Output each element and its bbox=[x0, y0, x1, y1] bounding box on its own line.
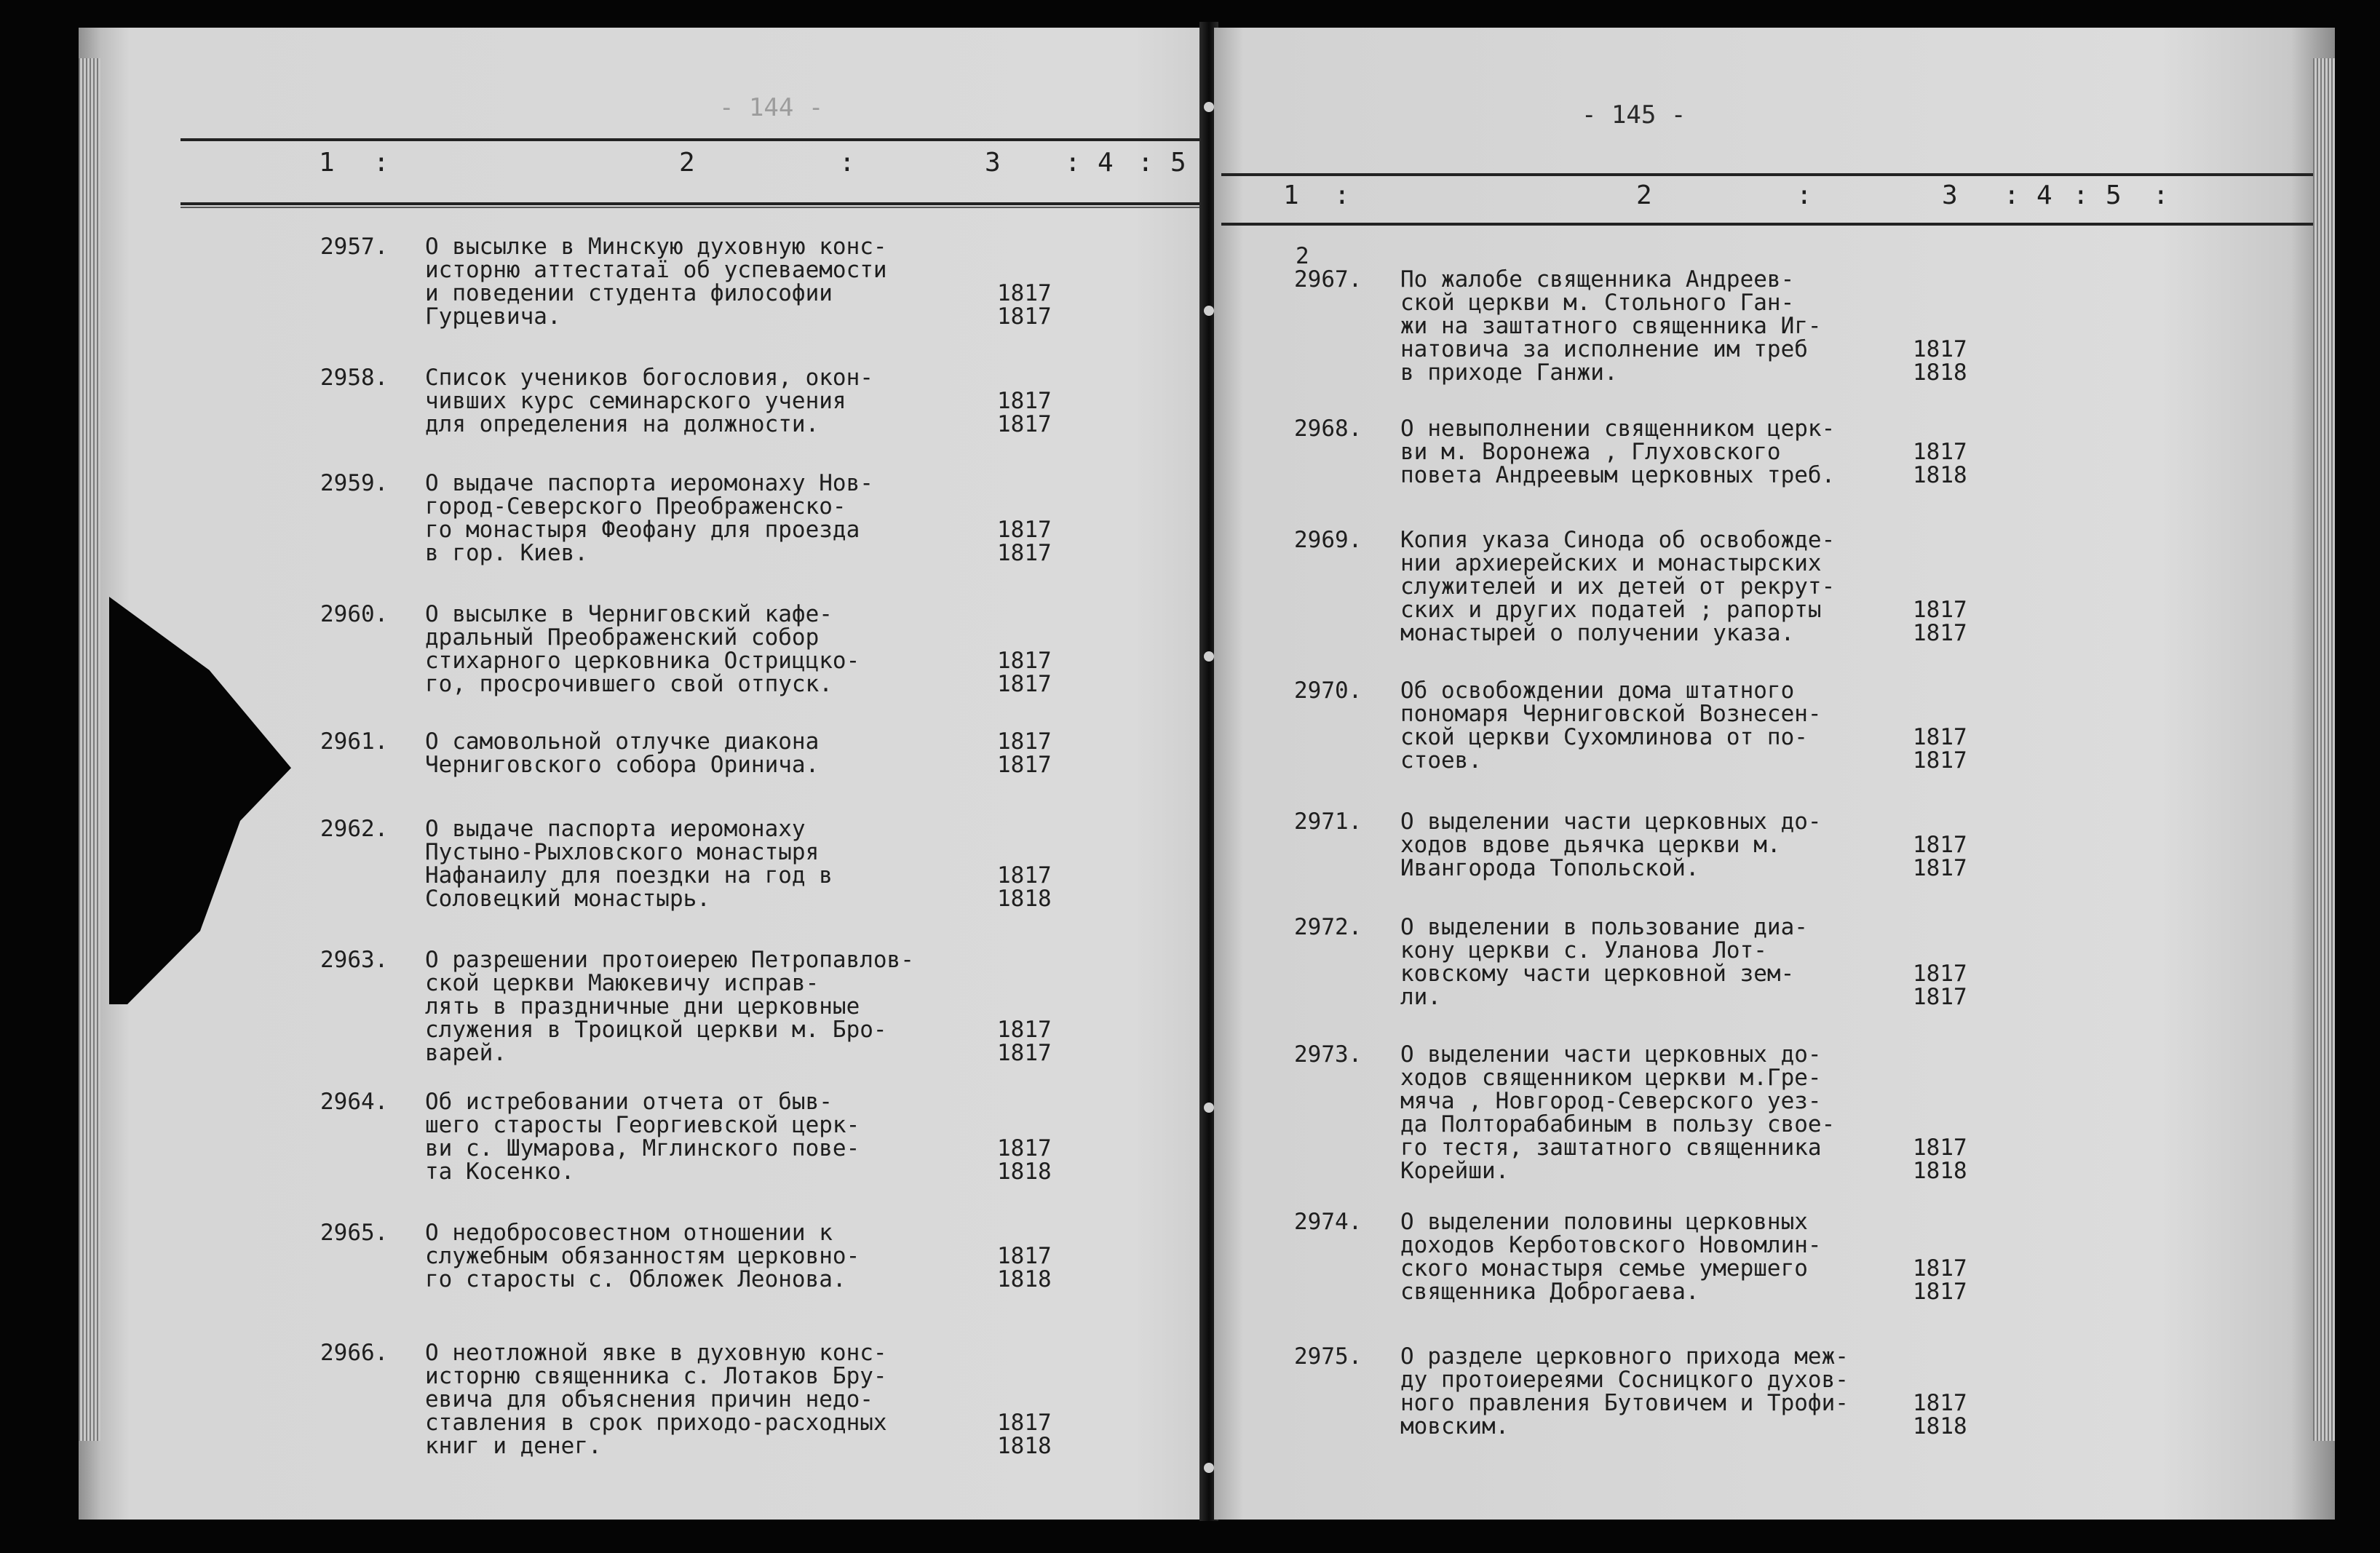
entry-description-line: книг и денег. bbox=[425, 1433, 602, 1459]
entry-dates bbox=[1913, 833, 1967, 880]
right-page bbox=[1214, 28, 2335, 1520]
col-header-2: 2 bbox=[1636, 180, 1652, 210]
start-year: 1817 bbox=[997, 388, 1052, 414]
entry-dates bbox=[1913, 1136, 1967, 1183]
entry-description bbox=[425, 472, 873, 565]
col-header-4: 4 bbox=[2036, 180, 2052, 210]
col-sep: : bbox=[2073, 180, 2089, 210]
entry-description-line: Корейши. bbox=[1400, 1158, 1510, 1184]
start-year: 1817 bbox=[1913, 597, 1967, 623]
entry-number: 2965. bbox=[320, 1220, 389, 1246]
catalog-entry bbox=[1294, 810, 2000, 880]
entry-description-line: город-Северского Преображенско- bbox=[425, 493, 846, 520]
catalog-entry bbox=[1294, 528, 2000, 645]
entry-description-line: и поведении студента философии bbox=[425, 280, 833, 306]
entry-description-line: О высылке в Черниговский кафе- bbox=[425, 601, 833, 627]
col-sep: : bbox=[839, 148, 855, 178]
entry-description-line: служения в Троицкой церкви м. Бро- bbox=[425, 1017, 887, 1043]
entry-description-line: ковскому части церковной зем- bbox=[1400, 961, 1795, 987]
entry-description-line: евича для объяснения причин недо- bbox=[425, 1386, 873, 1413]
entry-description bbox=[425, 235, 887, 328]
entry-number: 2974. bbox=[1294, 1209, 1362, 1235]
superscript-mark: 2 bbox=[1296, 243, 1309, 269]
col-header-5: 5 bbox=[1170, 148, 1186, 178]
entry-description-line: мяча , Новгород-Северского уез- bbox=[1400, 1088, 1822, 1114]
entry-description-line: По жалобе священника Андреев- bbox=[1400, 266, 1795, 293]
entry-description-line: Соловецкий монастырь. bbox=[425, 886, 710, 912]
entry-description-line: та Косенко. bbox=[425, 1159, 575, 1185]
entry-description-line: Копия указа Синода об освобожде- bbox=[1400, 527, 1836, 553]
entry-description bbox=[425, 366, 873, 436]
entry-description-line: пономаря Черниговской Вознесен- bbox=[1400, 701, 1822, 727]
binding-stitch bbox=[1204, 306, 1214, 316]
entry-description-line: ставления в срок приходо-расходных bbox=[425, 1410, 887, 1436]
entry-description bbox=[425, 1090, 860, 1183]
end-year: 1817 bbox=[1913, 855, 1967, 881]
end-year: 1817 bbox=[1913, 620, 1967, 646]
catalog-entry bbox=[320, 1090, 1084, 1183]
entry-description bbox=[1400, 1345, 1849, 1438]
entry-dates bbox=[1913, 1391, 1967, 1438]
col-header-5: 5 bbox=[2106, 180, 2122, 210]
entry-number: 2958. bbox=[320, 365, 389, 391]
entry-description-line: мовским. bbox=[1400, 1413, 1510, 1439]
catalog-entry bbox=[1294, 679, 2000, 772]
end-year: 1818 bbox=[1913, 1158, 1967, 1184]
end-year: 1818 bbox=[997, 886, 1052, 912]
entry-description-line: Пустыно-Рыхловского монастыря bbox=[425, 839, 820, 865]
entry-description bbox=[425, 817, 833, 910]
entry-description-line: О выдаче паспорта иеромонаху bbox=[425, 816, 806, 842]
entry-dates bbox=[997, 518, 1052, 565]
start-year: 1817 bbox=[1913, 961, 1967, 987]
header-rule-bottom-thin bbox=[181, 207, 1214, 208]
binding-stitch bbox=[1204, 651, 1214, 662]
header-rule-bottom bbox=[181, 202, 1214, 205]
entry-description bbox=[1400, 268, 1822, 384]
entry-number: 2973. bbox=[1294, 1041, 1362, 1068]
entry-description-line: О выделении в пользование диа- bbox=[1400, 914, 1808, 940]
right-page-edges bbox=[2313, 58, 2335, 1441]
entry-number: 2969. bbox=[1294, 527, 1362, 553]
entry-number: 2966. bbox=[320, 1340, 389, 1366]
end-year: 1817 bbox=[1913, 984, 1967, 1010]
entry-number: 2967. bbox=[1294, 266, 1362, 293]
binding-stitch bbox=[1204, 102, 1214, 112]
entry-description-line: Гурцевича. bbox=[425, 303, 561, 330]
entry-description-line: О недобросовестном отношении к bbox=[425, 1220, 833, 1246]
col-header-3: 3 bbox=[1942, 180, 1958, 210]
entry-description-line: О невыполнении священником церк- bbox=[1400, 416, 1836, 442]
entry-dates bbox=[1913, 726, 1967, 772]
entry-description-line: чивших курс семинарского учения bbox=[425, 388, 846, 414]
start-year: 1817 bbox=[1913, 1135, 1967, 1161]
entry-number: 2961. bbox=[320, 728, 389, 755]
col-sep: : bbox=[2153, 180, 2169, 210]
entry-description-line: в приходе Ганжи. bbox=[1400, 360, 1618, 386]
start-year: 1817 bbox=[997, 648, 1052, 674]
entry-description-line: кону церкви с. Уланова Лот- bbox=[1400, 937, 1767, 964]
entry-dates bbox=[1913, 1257, 1967, 1303]
catalog-entry bbox=[320, 730, 1084, 776]
entry-description-line: О выдаче паспорта иеромонаху Нов- bbox=[425, 470, 873, 496]
catalog-entry bbox=[320, 1221, 1084, 1291]
end-year: 1817 bbox=[1913, 747, 1967, 774]
entry-description-line: ской церкви м. Стольного Ган- bbox=[1400, 290, 1795, 316]
entry-dates bbox=[1913, 962, 1967, 1009]
start-year: 1817 bbox=[1913, 724, 1967, 750]
entry-dates bbox=[997, 864, 1052, 910]
start-year: 1817 bbox=[1913, 336, 1967, 362]
entry-description-line: Черниговского собора Оринича. bbox=[425, 752, 820, 778]
catalog-entry bbox=[320, 366, 1084, 436]
entry-description-line: лять в праздничные дни церковные bbox=[425, 993, 860, 1020]
entry-description-line: О самовольной отлучке диакона bbox=[425, 728, 820, 755]
col-header-1: 1 bbox=[319, 148, 335, 178]
entry-description-line: в гор. Киев. bbox=[425, 540, 588, 566]
entry-description-line: священника Доброгаева. bbox=[1400, 1279, 1699, 1305]
start-year: 1817 bbox=[997, 1135, 1052, 1161]
col-header-4: 4 bbox=[1098, 148, 1114, 178]
catalog-entry bbox=[320, 948, 1084, 1065]
entry-description-line: дральный Преображенский собор bbox=[425, 624, 820, 651]
entry-description-line: ского монастыря семье умершего bbox=[1400, 1255, 1808, 1282]
col-sep: : bbox=[1065, 148, 1081, 178]
entry-description-line: ской церкви Сухомлинова от по- bbox=[1400, 724, 1808, 750]
entry-dates bbox=[997, 389, 1052, 436]
left-page-edges bbox=[79, 58, 100, 1441]
entry-number: 2968. bbox=[1294, 416, 1362, 442]
entry-description-line: стихарного церковника Остриццко- bbox=[425, 648, 860, 674]
entry-number: 2963. bbox=[320, 947, 389, 973]
entry-dates bbox=[997, 1018, 1052, 1065]
entry-description-line: ду протоиереями Сосницкого духов- bbox=[1400, 1367, 1849, 1393]
entry-description bbox=[1400, 915, 1808, 1009]
entry-description bbox=[425, 730, 819, 776]
end-year: 1817 bbox=[997, 303, 1052, 330]
entry-description bbox=[425, 603, 860, 696]
entry-number: 2970. bbox=[1294, 678, 1362, 704]
entry-description bbox=[1400, 1043, 1835, 1183]
header-rule-bottom bbox=[1221, 223, 2313, 226]
entry-description bbox=[1400, 528, 1835, 645]
entry-dates bbox=[997, 649, 1052, 696]
start-year: 1817 bbox=[997, 280, 1052, 306]
entry-description-line: монастырей о получении указа. bbox=[1400, 620, 1795, 646]
entry-description-line: О неотложной явке в духовную конс- bbox=[425, 1340, 887, 1366]
entry-description bbox=[425, 948, 914, 1065]
entry-description-line: О разделе церковного прихода меж- bbox=[1400, 1343, 1849, 1370]
end-year: 1818 bbox=[997, 1433, 1052, 1459]
entry-description-line: ской церкви Маюкевичу исправ- bbox=[425, 970, 820, 996]
end-year: 1817 bbox=[997, 752, 1052, 778]
entry-description-line: ских и других податей ; рапорты bbox=[1400, 597, 1822, 623]
entry-dates bbox=[997, 1137, 1052, 1183]
entry-description bbox=[425, 1221, 860, 1291]
entry-number: 2975. bbox=[1294, 1343, 1362, 1370]
binding-stitch bbox=[1204, 1103, 1214, 1113]
entry-description-line: ходов священником церкви м.Гре- bbox=[1400, 1065, 1822, 1091]
end-year: 1817 bbox=[997, 411, 1052, 437]
entry-description-line: О выделении части церковных до- bbox=[1400, 809, 1822, 835]
col-sep: : bbox=[2004, 180, 2020, 210]
entry-description-line: Список учеников богословия, окон- bbox=[425, 365, 873, 391]
entry-description bbox=[425, 1341, 887, 1458]
entry-description-line: доходов Керботовского Новомлин- bbox=[1400, 1232, 1822, 1258]
start-year: 1817 bbox=[1913, 832, 1967, 858]
entry-description-line: Ивангорода Топольской. bbox=[1400, 855, 1699, 881]
header-rule-top bbox=[1221, 173, 2313, 176]
entry-description-line: О выделении половины церковных bbox=[1400, 1209, 1808, 1235]
header-rule-top bbox=[181, 138, 1214, 141]
col-header-2: 2 bbox=[679, 148, 695, 178]
col-sep: : bbox=[373, 148, 389, 178]
end-year: 1818 bbox=[1913, 462, 1967, 488]
entry-dates bbox=[997, 730, 1052, 776]
catalog-entry bbox=[320, 817, 1084, 910]
entry-description-line: го, просрочившего свой отпуск. bbox=[425, 671, 833, 697]
end-year: 1818 bbox=[997, 1266, 1052, 1292]
entry-description-line: го монастыря Феофану для проезда bbox=[425, 517, 860, 543]
col-header-1: 1 bbox=[1283, 180, 1299, 210]
entry-description-line: Об освобождении дома штатного bbox=[1400, 678, 1795, 704]
entry-number: 2971. bbox=[1294, 809, 1362, 835]
entry-dates bbox=[1913, 598, 1967, 645]
entry-number: 2962. bbox=[320, 816, 389, 842]
entry-description-line: натовича за исполнение им треб bbox=[1400, 336, 1808, 362]
entry-description-line: го тестя, заштатного священника bbox=[1400, 1135, 1822, 1161]
entry-description-line: для определения на должности. bbox=[425, 411, 820, 437]
entry-description-line: ви с. Шумарова, Мглинского пове- bbox=[425, 1135, 860, 1161]
binding-stitch bbox=[1204, 1463, 1214, 1473]
entry-number: 2960. bbox=[320, 601, 389, 627]
catalog-entry bbox=[320, 1341, 1084, 1458]
col-sep: : bbox=[1796, 180, 1812, 210]
entry-dates bbox=[1913, 338, 1967, 384]
entry-description-line: стоев. bbox=[1400, 747, 1482, 774]
start-year: 1817 bbox=[997, 862, 1052, 889]
entry-description-line: исторню священника с. Лотаков Бру- bbox=[425, 1363, 887, 1389]
catalog-entry bbox=[320, 472, 1084, 565]
entry-description bbox=[1400, 417, 1835, 487]
entry-dates bbox=[1913, 440, 1967, 487]
start-year: 1817 bbox=[1913, 1255, 1967, 1282]
entry-description-line: О выделении части церковных до- bbox=[1400, 1041, 1822, 1068]
entry-description-line: ходов вдове дьячка церкви м. bbox=[1400, 832, 1781, 858]
end-year: 1817 bbox=[1913, 1279, 1967, 1305]
entry-description-line: шего старосты Георгиевской церк- bbox=[425, 1112, 860, 1138]
entry-number: 2957. bbox=[320, 234, 389, 260]
col-sep: : bbox=[1138, 148, 1154, 178]
entry-description bbox=[1400, 810, 1822, 880]
start-year: 1817 bbox=[1913, 439, 1967, 465]
entry-description-line: варей. bbox=[425, 1040, 507, 1066]
end-year: 1818 bbox=[1913, 360, 1967, 386]
entry-dates bbox=[997, 1411, 1052, 1458]
entry-description bbox=[1400, 679, 1822, 772]
catalog-entry bbox=[1294, 268, 2000, 384]
end-year: 1817 bbox=[997, 540, 1052, 566]
entry-description-line: жи на заштатного священника Иг- bbox=[1400, 313, 1822, 339]
entry-description-line: го старосты с. Обложек Леонова. bbox=[425, 1266, 846, 1292]
col-header-3: 3 bbox=[985, 148, 1001, 178]
entry-number: 2964. bbox=[320, 1089, 389, 1115]
start-year: 1817 bbox=[997, 728, 1052, 755]
entry-description-line: ви м. Воронежа , Глуховского bbox=[1400, 439, 1781, 465]
start-year: 1817 bbox=[997, 1243, 1052, 1269]
catalog-entry bbox=[1294, 915, 2000, 1009]
entry-description-line: да Полторабабиным в пользу свое- bbox=[1400, 1111, 1836, 1137]
start-year: 1817 bbox=[1913, 1390, 1967, 1416]
entry-number: 2972. bbox=[1294, 914, 1362, 940]
entry-description-line: Нафанаилу для поездки на год в bbox=[425, 862, 833, 889]
entry-description-line: повета Андреевым церковных треб. bbox=[1400, 462, 1836, 488]
start-year: 1817 bbox=[997, 1017, 1052, 1043]
entry-dates bbox=[997, 282, 1052, 328]
entry-dates bbox=[997, 1244, 1052, 1291]
entry-number: 2959. bbox=[320, 470, 389, 496]
catalog-entry bbox=[320, 603, 1084, 696]
end-year: 1817 bbox=[997, 671, 1052, 697]
catalog-entry bbox=[1294, 1345, 2000, 1438]
end-year: 1818 bbox=[997, 1159, 1052, 1185]
catalog-entry bbox=[1294, 417, 2000, 487]
end-year: 1817 bbox=[997, 1040, 1052, 1066]
entry-description-line: исторню аттестатаї об успеваемости bbox=[425, 257, 887, 283]
catalog-entry bbox=[1294, 1210, 2000, 1303]
entry-description-line: Об истребовании отчета от быв- bbox=[425, 1089, 833, 1115]
left-page-number: - 144 - bbox=[719, 93, 824, 122]
start-year: 1817 bbox=[997, 1410, 1052, 1436]
catalog-entry bbox=[320, 235, 1084, 328]
entry-description-line: О разрешении протоиерею Петропавлов- bbox=[425, 947, 914, 973]
catalog-entry bbox=[1294, 1043, 2000, 1183]
right-page-number: - 145 - bbox=[1582, 100, 1686, 130]
end-year: 1818 bbox=[1913, 1413, 1967, 1439]
start-year: 1817 bbox=[997, 517, 1052, 543]
entry-description-line: О высылке в Минскую духовную конс- bbox=[425, 234, 887, 260]
entry-description-line: нии архиерейских и монастырских bbox=[1400, 550, 1822, 576]
entry-description-line: ного правления Бутовичем и Трофи- bbox=[1400, 1390, 1849, 1416]
entry-description-line: служителей и их детей от рекрут- bbox=[1400, 573, 1836, 600]
entry-description-line: служебным обязанностям церковно- bbox=[425, 1243, 860, 1269]
entry-description bbox=[1400, 1210, 1822, 1303]
col-sep: : bbox=[1334, 180, 1350, 210]
entry-description-line: ли. bbox=[1400, 984, 1441, 1010]
